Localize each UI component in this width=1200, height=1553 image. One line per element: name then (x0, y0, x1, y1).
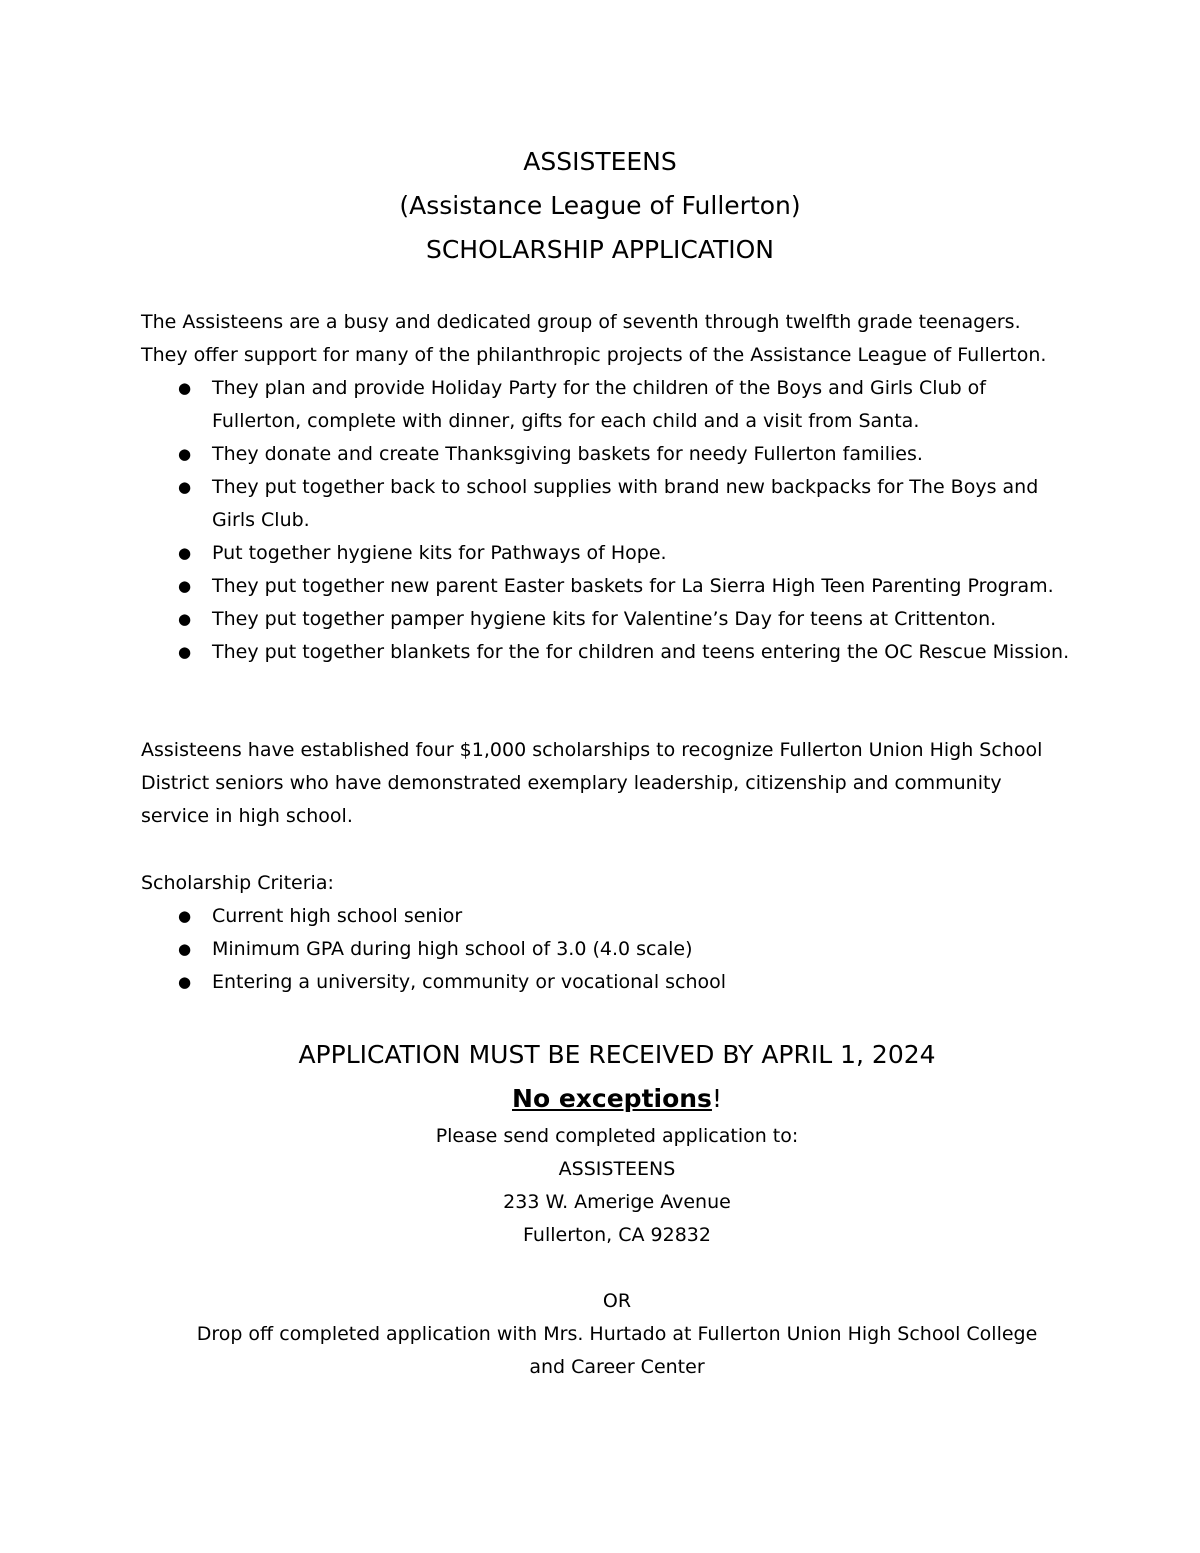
list-item-text: Minimum GPA during high school of 3.0 (4.0 scale) (212, 938, 693, 960)
criteria-list (141, 900, 1071, 999)
list-item-text: They put together pamper hygiene kits for Valentine’s Day for teens at Crittenton. (212, 608, 997, 630)
no-exceptions-emphasis: No exceptions (512, 1084, 712, 1113)
drop-off-line-2: and Career Center (529, 1356, 705, 1378)
bullet-icon: ● (178, 544, 192, 562)
bullet-icon: ● (178, 577, 192, 595)
submission-section (0, 1120, 1200, 1384)
title-org: ASSISTEENS (523, 147, 677, 176)
intro-line-2: They offer support for many of the philanthropic projects of the Assistance League of Fullerton. (141, 344, 1047, 366)
or-separator: OR (602, 1290, 632, 1312)
bullet-icon: ● (178, 973, 192, 991)
list-item (141, 933, 1071, 966)
list-item (141, 438, 1071, 471)
bullet-icon: ● (178, 643, 192, 661)
no-exceptions-notice (0, 1077, 1200, 1121)
bullet-icon: ● (178, 610, 192, 628)
list-item (141, 372, 1071, 438)
list-item-text: They donate and create Thanksgiving baskets for needy Fullerton families. (212, 443, 923, 465)
activities-list (141, 372, 1071, 669)
bullet-icon: ● (178, 907, 192, 925)
scholarship-paragraph: Assisteens have established four $1,000 scholarships to recognize Fullerton Union High School District seniors who have demonstrated exemplary leadership, citizenship and community service in high school. (141, 739, 1043, 827)
title-form-name: SCHOLARSHIP APPLICATION (425, 235, 775, 264)
criteria-section (141, 867, 1071, 999)
list-item-text: They put together back to school supplies with brand new backpacks for The Boys and Girls Club. (212, 476, 1039, 531)
bullet-icon: ● (178, 379, 192, 397)
list-item (141, 636, 1071, 669)
list-item (141, 471, 1071, 537)
list-item (141, 570, 1071, 603)
list-item-text: They plan and provide Holiday Party for the children of the Boys and Girls Club of Fullerton, complete with dinner, gifts for each child and a visit from Santa. (212, 377, 986, 432)
deadline-notice: APPLICATION MUST BE RECEIVED BY APRIL 1, 2024 (298, 1040, 936, 1069)
drop-off-line-1: Drop off completed application with Mrs. Hurtado at Fullerton Union High School College (196, 1323, 1038, 1345)
bullet-icon: ● (178, 940, 192, 958)
address-city: Fullerton, CA 92832 (523, 1224, 711, 1246)
list-item (141, 603, 1071, 636)
list-item (141, 537, 1071, 570)
intro-line-1: The Assisteens are a busy and dedicated group of seventh through twelfth grade teenagers. (141, 311, 1021, 333)
list-item-text: They put together new parent Easter baskets for La Sierra High Teen Parenting Program. (212, 575, 1054, 597)
list-item (141, 966, 1071, 999)
bullet-icon: ● (178, 478, 192, 496)
address-street: 233 W. Amerige Avenue (503, 1191, 731, 1213)
list-item-text: Current high school senior (212, 905, 463, 927)
bullet-icon: ● (178, 445, 192, 463)
criteria-heading: Scholarship Criteria: (141, 872, 334, 894)
list-item-text: They put together blankets for the for children and teens entering the OC Rescue Mission. (212, 641, 1070, 663)
intro-section (141, 306, 1071, 669)
title-subtitle: (Assistance League of Fullerton) (399, 191, 801, 220)
document-title (0, 140, 1200, 272)
spacer (0, 1252, 1200, 1285)
address-org: ASSISTEENS (558, 1158, 676, 1180)
no-exceptions-punctuation: ! (711, 1084, 722, 1113)
send-instructions: Please send completed application to: (435, 1125, 799, 1147)
deadline-section (0, 1033, 1200, 1121)
list-item-text: Put together hygiene kits for Pathways of Hope. (212, 542, 667, 564)
list-item (141, 900, 1071, 933)
list-item-text: Entering a university, community or vocational school (212, 971, 727, 993)
